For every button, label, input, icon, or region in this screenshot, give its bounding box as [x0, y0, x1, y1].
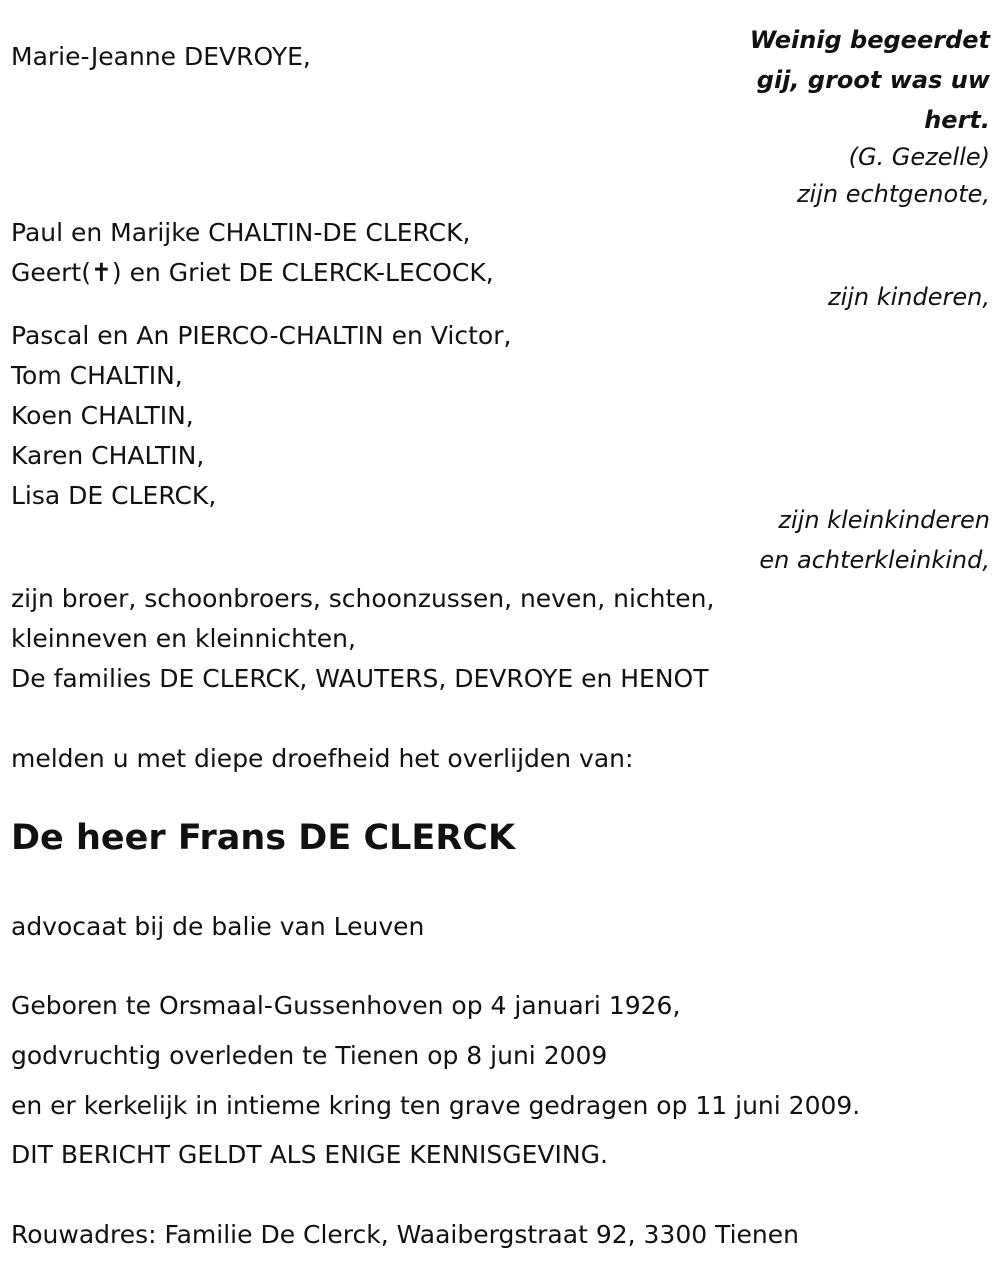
grandchild-line-2: Tom CHALTIN, — [11, 361, 183, 390]
grandchild-line-4: Karen CHALTIN, — [11, 441, 205, 470]
quote-line-3: hert. — [924, 106, 990, 134]
funeral-line: en er kerkelijk in intieme kring ten grave gedragen op 11 juni 2009. — [11, 1091, 861, 1120]
deceased-profession: advocaat bij de balie van Leuven — [11, 912, 425, 941]
child-line-2: Geert(✝) en Griet DE CLERCK-LECOCK, — [11, 258, 494, 287]
grandchildren-role-line-2: en achterkleinkind, — [759, 546, 990, 574]
grandchildren-role-line-1: zijn kleinkinderen — [778, 506, 990, 534]
children-role: zijn kinderen, — [827, 283, 990, 311]
quote-line-2: gij, groot was uw — [756, 66, 990, 94]
announcement-text: melden u met diepe droefheid het overlijden van: — [11, 744, 634, 773]
deceased-name: De heer Frans DE CLERCK — [11, 818, 516, 858]
death-line: godvruchtig overleden te Tienen op 8 juni 2009 — [11, 1041, 608, 1070]
child-line-1: Paul en Marijke CHALTIN-DE CLERCK, — [11, 218, 471, 247]
birth-line: Geboren te Orsmaal-Gussenhoven op 4 januari 1926, — [11, 991, 681, 1020]
quote-author: (G. Gezelle) — [848, 143, 990, 171]
relatives-line-1: zijn broer, schoonbroers, schoonzussen, neven, nichten, — [11, 584, 715, 613]
grandchild-line-1: Pascal en An PIERCO-CHALTIN en Victor, — [11, 321, 512, 350]
relatives-line-3: De families DE CLERCK, WAUTERS, DEVROYE en HENOT — [11, 664, 709, 693]
spouse-name: Marie-Jeanne DEVROYE, — [11, 42, 311, 71]
quote-line-1: Weinig begeerdet — [749, 26, 990, 54]
notice-line: DIT BERICHT GELDT ALS ENIGE KENNISGEVING. — [11, 1140, 608, 1169]
mourning-address: Rouwadres: Familie De Clerck, Waaibergstraat 92, 3300 Tienen — [11, 1220, 799, 1249]
grandchild-line-3: Koen CHALTIN, — [11, 401, 194, 430]
relatives-line-2: kleinneven en kleinnichten, — [11, 624, 356, 653]
spouse-role: zijn echtgenote, — [796, 180, 990, 208]
grandchild-line-5: Lisa DE CLERCK, — [11, 481, 217, 510]
